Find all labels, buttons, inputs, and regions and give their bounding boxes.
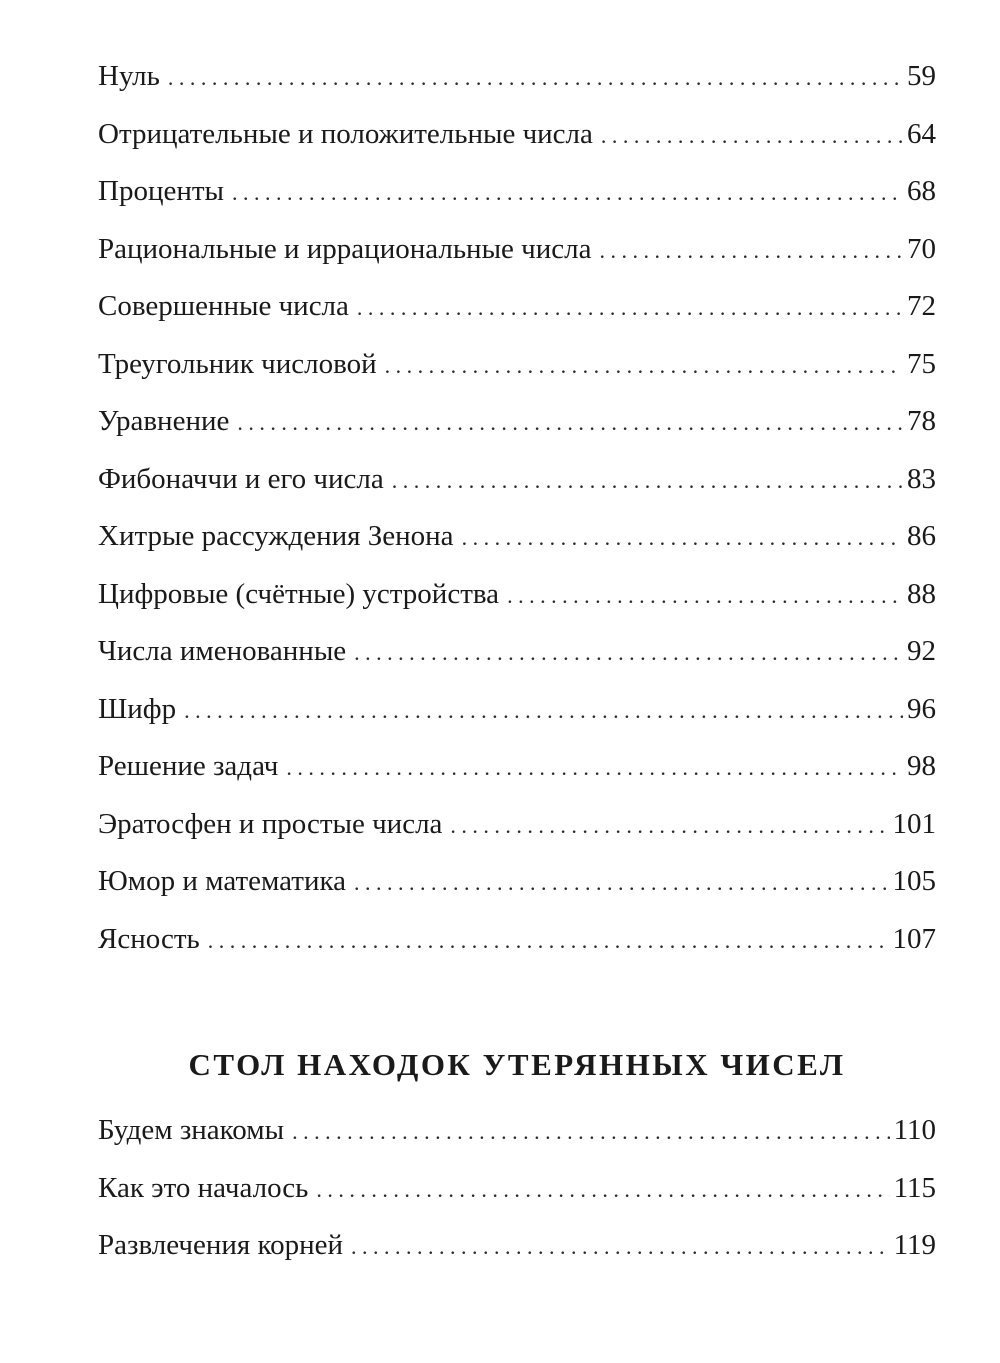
toc-entry[interactable] [98, 1160, 936, 1218]
dot-leader [184, 682, 903, 740]
toc-entry-page: 75 [907, 347, 936, 380]
toc-entry[interactable] [98, 336, 936, 394]
toc-entry-title: Нуль [98, 60, 160, 92]
toc-entry-page: 83 [907, 462, 936, 495]
toc-entry-page: 119 [893, 1229, 936, 1261]
toc-entry-page: 96 [907, 692, 936, 725]
toc-entry[interactable] [98, 163, 936, 221]
dot-leader [392, 452, 903, 510]
toc-entry-page: 59 [907, 60, 936, 92]
table-of-contents [98, 48, 936, 1275]
toc-entry-page: 115 [893, 1171, 936, 1204]
toc-entry-title: Хитрые рассуждения Зенона [98, 520, 454, 552]
toc-entry[interactable] [98, 508, 936, 566]
toc-entry-title: Будем знакомы [98, 1114, 285, 1146]
toc-entry-page: 92 [907, 635, 936, 667]
toc-entry-title: Проценты [98, 175, 225, 207]
toc-entry[interactable] [98, 106, 936, 164]
toc-entry-title: Юмор и математика [98, 865, 346, 897]
toc-entry-page: 68 [907, 175, 936, 207]
dot-leader [507, 567, 903, 625]
toc-entry[interactable] [98, 393, 936, 451]
toc-entry-page: 70 [907, 232, 936, 265]
toc-entry-page: 101 [892, 807, 936, 840]
toc-entry-page: 72 [907, 290, 936, 322]
toc-entry[interactable] [98, 451, 936, 509]
dot-leader [385, 337, 903, 395]
toc-entry[interactable] [98, 681, 936, 739]
toc-entry-title: Ясность [98, 922, 200, 955]
toc-entry-title: Шифр [98, 692, 177, 725]
toc-entry[interactable] [98, 566, 936, 624]
dot-leader [168, 49, 903, 107]
toc-entry-page: 105 [892, 865, 936, 897]
toc-list-part2 [98, 1102, 936, 1275]
toc-entry-title: Числа именованные [98, 635, 347, 667]
toc-entry-title: Треугольник числовой [98, 347, 377, 380]
toc-entry-page: 86 [907, 520, 936, 552]
toc-entry-title: Цифровые (счётные) устройства [98, 577, 500, 610]
toc-entry-title: Эратосфен и простые числа [98, 807, 443, 840]
toc-entry-title: Развлечения корней [98, 1229, 343, 1261]
toc-entry-title: Как это началось [98, 1171, 309, 1204]
toc-entry-title: Фибоначчи и его числа [98, 462, 384, 495]
toc-entry[interactable] [98, 911, 936, 969]
toc-entry-page: 110 [893, 1114, 936, 1146]
toc-entry[interactable] [98, 853, 936, 911]
dot-leader [462, 509, 903, 567]
toc-entry[interactable] [98, 1217, 936, 1275]
toc-entry-title: Совершенные числа [98, 290, 349, 322]
toc-entry-title: Рациональные и иррациональные числа [98, 232, 592, 265]
toc-entry[interactable] [98, 738, 936, 796]
toc-entry-page: 64 [907, 117, 936, 150]
toc-entry-title: Решение задач [98, 750, 279, 782]
dot-leader [600, 222, 904, 280]
dot-leader [316, 1161, 889, 1219]
toc-entry[interactable] [98, 278, 936, 336]
section-heading: СТОЛ НАХОДОК УТЕРЯННЫХ ЧИСЕЛ [188, 1047, 846, 1082]
toc-entry-page: 78 [907, 405, 936, 437]
toc-entry-title: Отрицательные и положительные числа [98, 117, 593, 150]
dot-leader [237, 394, 903, 452]
toc-entry[interactable] [98, 1102, 936, 1160]
dot-leader [450, 797, 888, 855]
dot-leader [208, 912, 889, 970]
toc-entry-page: 88 [907, 577, 936, 610]
toc-entry[interactable] [98, 221, 936, 279]
dot-leader [354, 854, 889, 912]
toc-entry[interactable] [98, 48, 936, 106]
dot-leader [354, 624, 903, 682]
dot-leader [292, 1103, 889, 1161]
dot-leader [351, 1218, 890, 1276]
toc-entry[interactable] [98, 623, 936, 681]
dot-leader [357, 279, 903, 337]
dot-leader [601, 107, 903, 165]
toc-entry-title: Уравнение [98, 405, 230, 437]
dot-leader [232, 164, 903, 222]
dot-leader [286, 739, 903, 797]
toc-list-part1 [98, 48, 936, 968]
toc-entry[interactable] [98, 796, 936, 854]
toc-entry-page: 107 [892, 922, 936, 955]
toc-entry-page: 98 [907, 750, 936, 782]
